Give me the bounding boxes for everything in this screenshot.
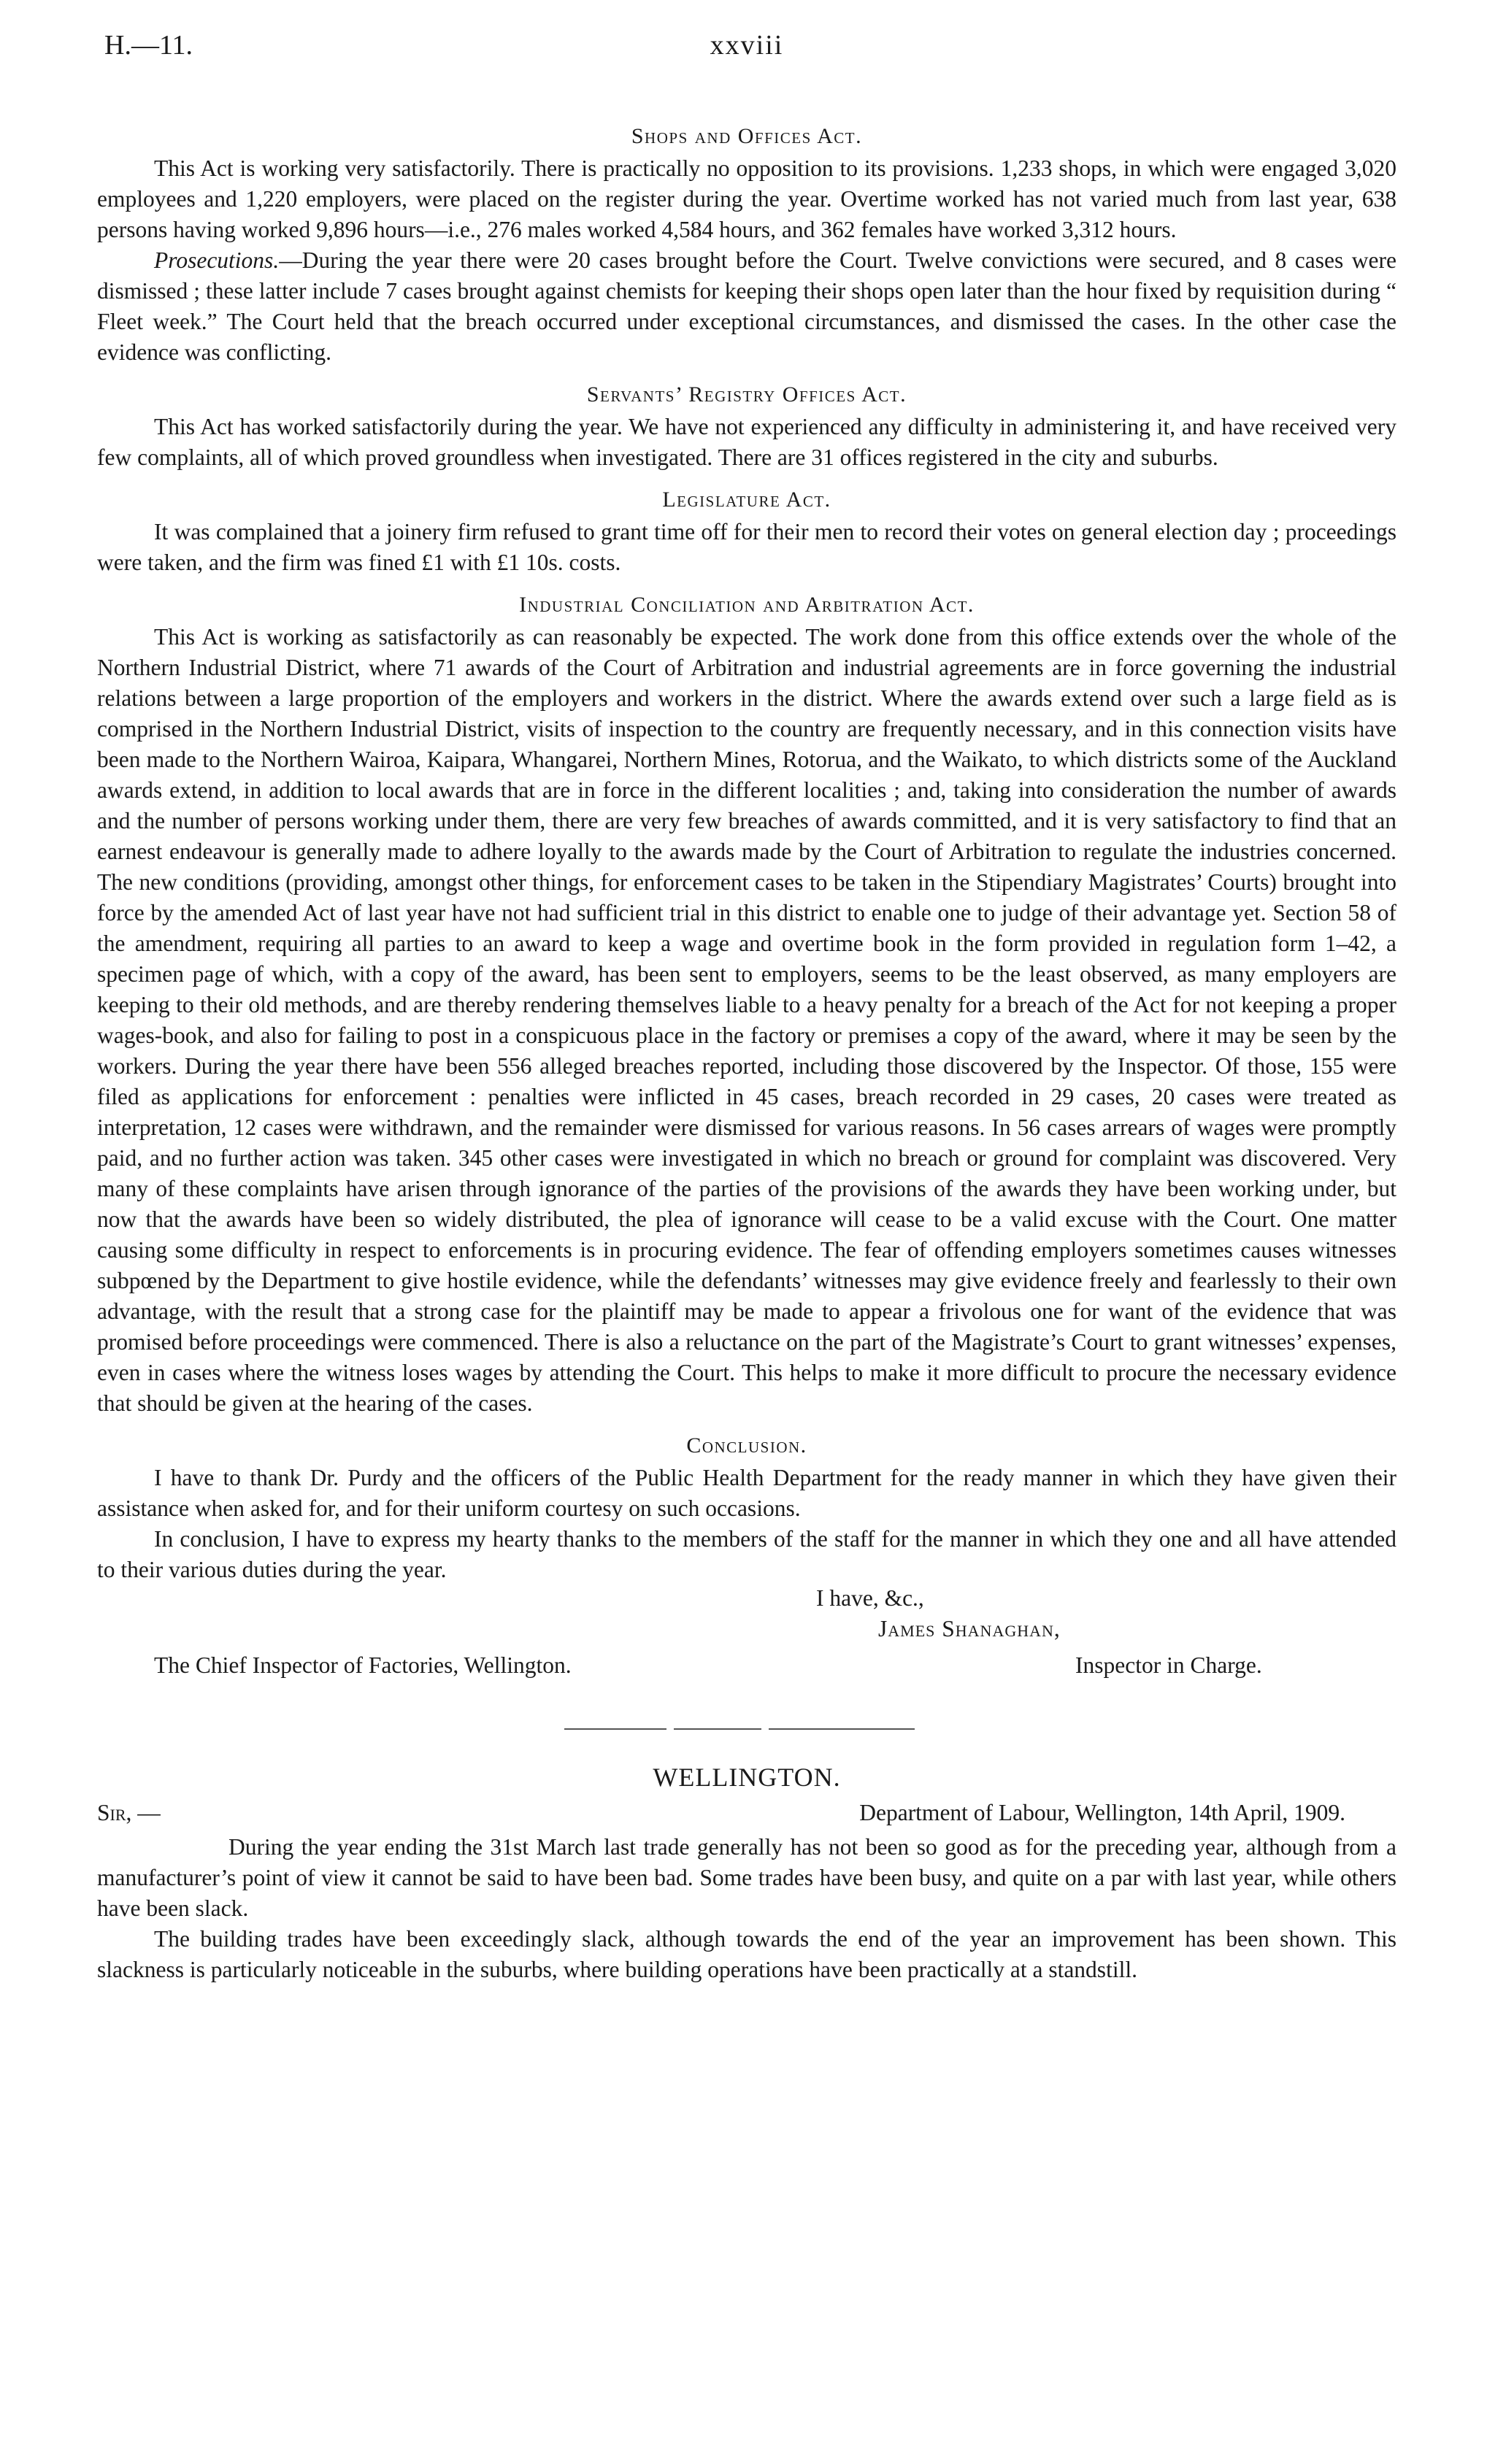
paragraph-conclusion-thanks: I have to thank Dr. Purdy and the officers of the Public Health Department for the ready manner in which they have given their assistance when asked for, and for their uniform courtesy on such occasions. [97, 1465, 1396, 1521]
prosecutions-label: Prosecutions. [154, 247, 280, 273]
document-page [97, 29, 1396, 1985]
divider-rule [564, 1728, 666, 1730]
signature-title: Inspector in Charge. [1075, 1652, 1262, 1678]
running-head [97, 29, 1396, 73]
paragraph-conclusion-staff: In conclusion, I have to express my hearty thanks to the members of the staff for the manner in which they one and all have attended to their various duties during the year. [97, 1526, 1396, 1582]
section-heading-servants-registry-act: Servants’ Registry Offices Act. [586, 382, 907, 407]
section-heading-shops-offices-act: Shops and Offices Act. [631, 124, 863, 148]
signature-name: James Shanaghan, [878, 1616, 1061, 1641]
paragraph-shops-register: This Act is working very satisfactorily. There is practically no opposition to its provisions. 1,233 shops, in which were engaged 3,020 employees and 1,220 employers, were placed on the register during the year. Overtime worked has not varied much from last year, 638 persons having worked 9,896 hours—i.e., 276 males worked 4,584 hours, and 362 females have worked 3,312 hours. [97, 155, 1396, 242]
paragraph-prosecutions [97, 245, 1396, 368]
place-heading-wellington: WELLINGTON. [653, 1763, 841, 1792]
paragraph-industrial-arbitration: This Act is working as satisfactorily as can reasonably be expected. The work done from this office extends over the whole of the Northern Industrial District, where 71 awards of the Court of Arbitration and industrial agreements are in force governing the industrial relations between a large proportion of the employers and workers in the district. Where the awards extend over such a large field as is comprised in the Northern Industrial District, visits of inspection to the country are frequently necessary, and in this connection visits have been made to the Northern Wairoa, Kaipara, Whangarei, Northern Mines, Rotorua, and the Waikato, to which districts some of the Auckland awards extend, in addition to local awards that are in force in the different localities ; and, taking into consideration the number of awards and the number of persons working under them, there are very few breaches of awards committed, and it is very satisfactory to find that an earnest endeavour is generally made to adhere loyally to the awards made by the Court of Arbitration to regulate the industries concerned. The new conditions (providing, amongst other things, for enforcement cases to be taken in the Stipendiary Magistrates’ Courts) brought into force by the amended Act of last year have not had sufficient trial in this district to enable one to judge of their advantage yet. Section 58 of the amendment, requiring all parties to an award to keep a wage and overtime book in the form provided in regulation form 1–42, a specimen page of which, with a copy of the award, has been sent to employers, seems to be the least observed, as many employers are keeping to their old methods, and are thereby rendering themselves liable to a heavy penalty for a breach of the Act for not keeping a proper wages-book, and also for failing to post in a conspicuous place in the factory or premises a copy of the award, where it may be seen by the workers. During the year there have been 556 alleged breaches reported, including those discovered by the Inspector. Of those, 155 were filed as applications for enforcement : penalties were inflicted in 45 cases, breach recorded in 29 cases, 20 cases were treated as interpretation, 12 cases were withdrawn, and the remainder were dismissed for various reasons. In 56 cases arrears of wages were promptly paid, and no further action was taken. 345 other cases were investigated in which no breach or ground for complaint was discovered. Very many of these complaints have arisen through ignorance of the parties of the provisions of the awards they have been working under, but now that the awards have been so widely distributed, the plea of ignorance will cease to be a valid excuse with the Court. One matter causing some difficulty in respect to enforcements is in procuring evidence. The fear of offending employers sometimes causes witnesses subpœned by the Department to give hostile evidence, while the defendants’ witnesses may give evidence freely and fearlessly to their own advantage, with the result that a strong case for the plaintiff may be made to appear a frivolous one for want of the evidence that was promised before proceedings were commenced. There is also a reluctance on the part of the Magistrate’s Court to grant witnesses’ expenses, even in cases where the witness loses wages by attending the Court. This helps to make it more difficult to procure the necessary evidence that should be given at the hearing of the cases. [97, 624, 1396, 1416]
dateline: Department of Labour, Wellington, 14th April, 1909. [859, 1800, 1345, 1825]
signature-closing: I have, &c., [816, 1585, 924, 1611]
divider-rule [674, 1728, 761, 1730]
prosecutions-text: —During the year there were 20 cases brought before the Court. Twelve convictions were secured, and 8 cases were dismissed ; these latter include 7 cases brought against chemists for keeping their shops open later than the hour fixed by requisition during “ Fleet week.” The Court held that the breach occurred under exceptional circumstances, and dismissed the cases. In the other case the evidence was conflicting. [97, 247, 1396, 365]
section-divider [97, 1715, 1396, 1744]
section-heading-industrial-arbitration-act: Industrial Conciliation and Arbitration Act. [519, 593, 975, 617]
salutation: Sir, — [97, 1800, 161, 1825]
section-heading-legislature-act: Legislature Act. [662, 488, 831, 512]
paragraph-servants-registry: This Act has worked satisfactorily during the year. We have not experienced any difficulty in administering it, and have received very few complaints, all of which proved groundless when investigated. There are 31 offices registered in the city and suburbs. [97, 414, 1396, 470]
page-number: xxviii [710, 30, 784, 61]
signature-block [97, 1585, 1396, 1708]
divider-rule [769, 1728, 915, 1730]
paragraph-legislature: It was complained that a joinery firm refused to grant time off for their men to record their votes on general election day ; proceedings were taken, and the firm was fined £1 with £1 10s. costs. [97, 519, 1396, 575]
paragraph-wellington-trade: During the year ending the 31st March last trade generally has not been so good as for the preceding year, although from a manufacturer’s point of view it cannot be said to have been bad. Some trades have been busy, and quite on a par with last year, while others have been slack. [97, 1834, 1396, 1921]
letter-head [97, 1800, 1396, 1832]
section-heading-conclusion: Conclusion. [686, 1433, 807, 1458]
signature-addressee: The Chief Inspector of Factories, Wellington. [154, 1652, 572, 1678]
paper-code: H.—11. [104, 30, 193, 61]
paragraph-wellington-building: The building trades have been exceedingly slack, although towards the end of the year an improvement has been shown. This slackness is particularly noticeable in the suburbs, where building operations have been practically at a standstill. [97, 1926, 1396, 1982]
